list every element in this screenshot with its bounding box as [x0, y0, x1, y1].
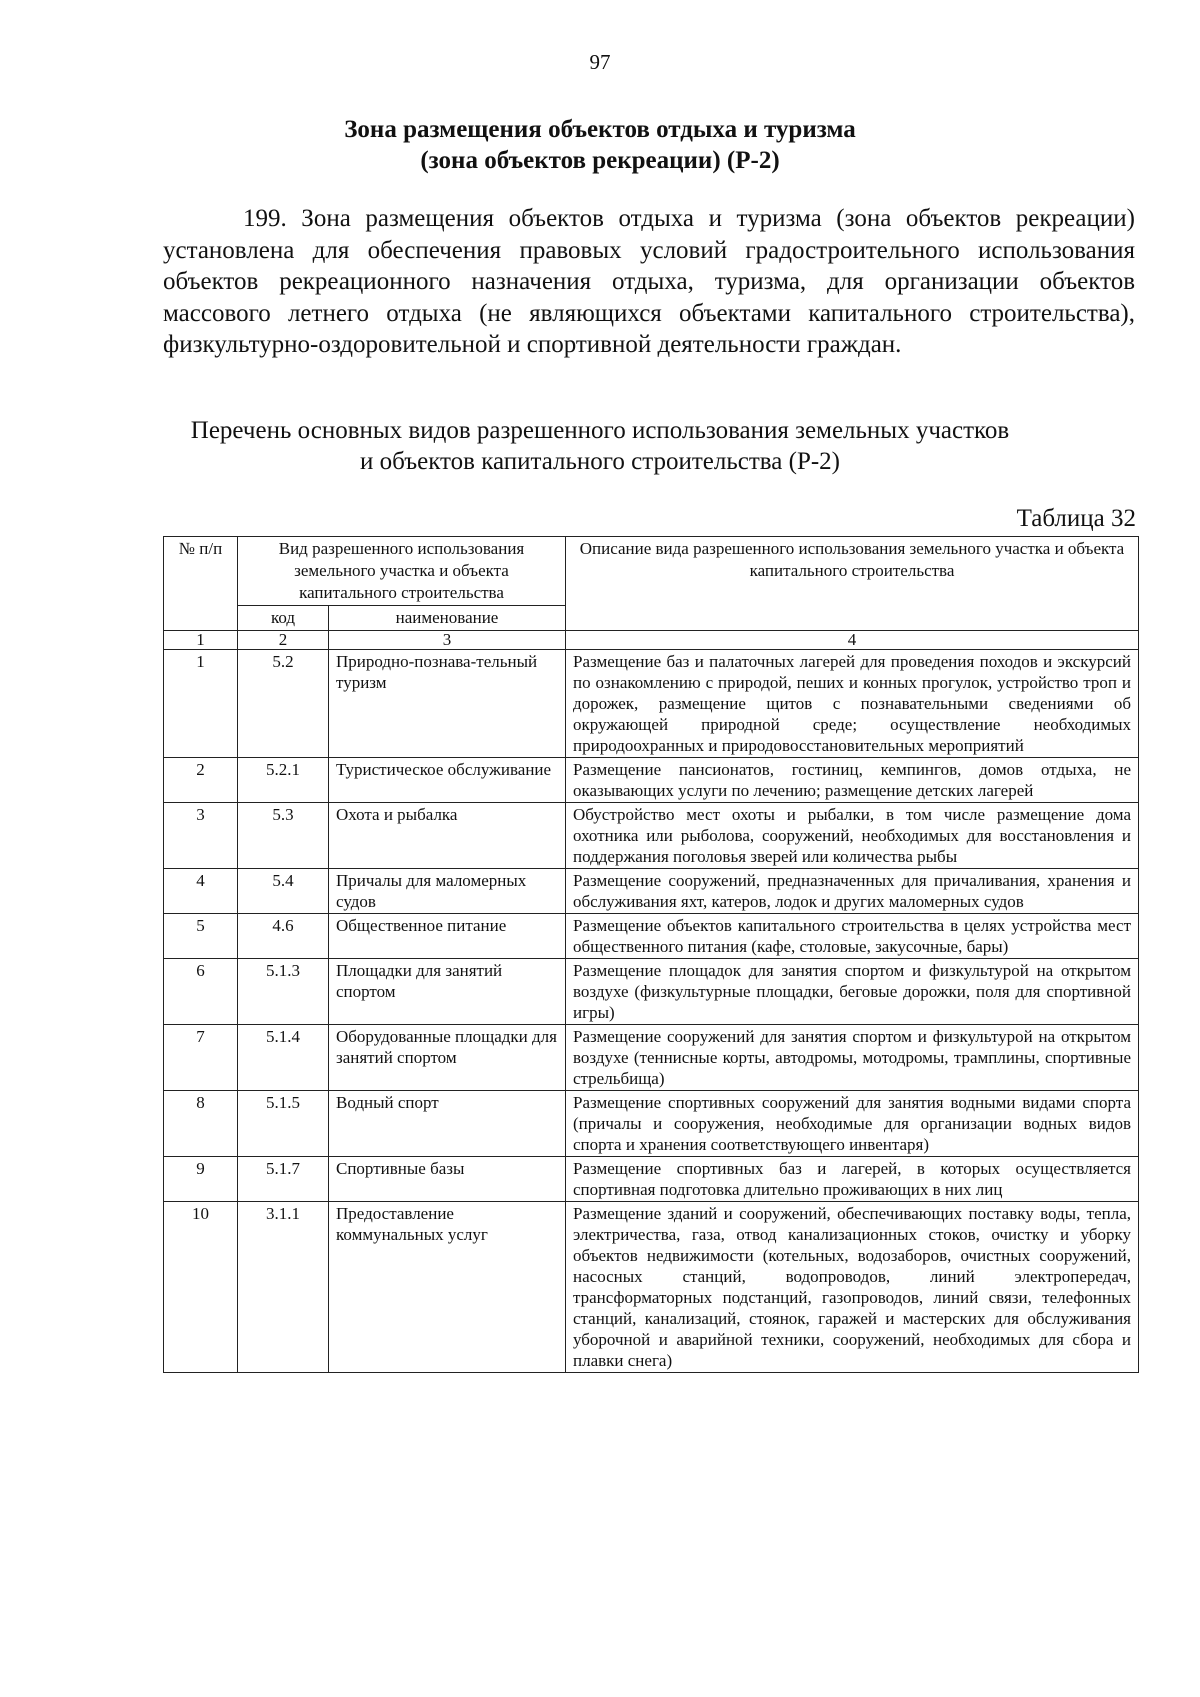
table-row — [164, 1157, 1139, 1202]
row-description-cell: Размещение сооружений, предназначенных для причаливания, хранения и обслуживания яхт, катеров, лодок и других маломерных судов — [566, 869, 1139, 914]
row-name-cell: Причалы для маломерных судов — [329, 869, 566, 914]
row-code-cell: 5.3 — [238, 803, 329, 869]
row-name-cell: Площадки для занятий спортом — [329, 959, 566, 1025]
index-cell: 2 — [238, 631, 329, 650]
row-number-cell: 1 — [164, 650, 238, 758]
row-number-cell: 9 — [164, 1157, 238, 1202]
page-number: 97 — [589, 50, 611, 74]
row-name-cell: Оборудованные площадки для занятий спортом — [329, 1025, 566, 1091]
row-description-cell: Размещение объектов капитального строительства в целях устройства мест общественного питания (кафе, столовые, закусочные, бары) — [566, 914, 1139, 959]
row-code-cell: 3.1.1 — [238, 1202, 329, 1373]
row-number-cell: 5 — [164, 914, 238, 959]
table-row — [164, 758, 1139, 803]
row-name-cell: Туристическое обслуживание — [329, 758, 566, 803]
row-number-cell: 7 — [164, 1025, 238, 1091]
row-description-cell: Размещение пансионатов, гостиниц, кемпингов, домов отдыха, не оказывающих услуги по лечению; размещение детских лагерей — [566, 758, 1139, 803]
row-description-cell: Размещение спортивных баз и лагерей, в которых осуществляется спортивная подготовка длительно проживающих в них лиц — [566, 1157, 1139, 1202]
header-code: код — [238, 606, 329, 631]
table-row — [164, 914, 1139, 959]
row-description-cell: Размещение баз и палаточных лагерей для проведения походов и экскурсий по ознакомлению с природой, пеших и конных прогулок, устройство троп и дорожек, размещение щитов с познавательными сведениями об окружающей природной среде; осуществление необходимых природоохранных и природовосстановительных мероприятий — [566, 650, 1139, 758]
row-name-cell: Спортивные базы — [329, 1157, 566, 1202]
row-code-cell: 5.2.1 — [238, 758, 329, 803]
row-name-cell: Общественное питание — [329, 914, 566, 959]
header-desc: Описание вида разрешенного использования земельного участка и объекта капитального строительства — [566, 537, 1139, 631]
row-name-cell: Водный спорт — [329, 1091, 566, 1157]
zone-title-line-1: Зона размещения объектов отдыха и туризма — [344, 116, 856, 143]
row-description-cell: Размещение зданий и сооружений, обеспечивающих поставку воды, тепла, электричества, газа, отвод канализационных стоков, очистку и уборку объектов недвижимости (котельных, водозаборов, очистных сооружений, насосных станций, водопроводов, линий электропередач, трансформаторных подстанций, газопроводов, линий связи, телефонных станций, канализаций, стоянок, гаражей и мастерских для обслуживания уборочной и аварийной техники, сооружений, необходимых для сбора и плавки снега) — [566, 1202, 1139, 1373]
row-number-cell: 3 — [164, 803, 238, 869]
table-row — [164, 1025, 1139, 1091]
row-number-cell: 6 — [164, 959, 238, 1025]
table-row — [164, 1091, 1139, 1157]
row-number-cell: 10 — [164, 1202, 238, 1373]
row-number-cell: 8 — [164, 1091, 238, 1157]
row-description-cell: Размещение сооружений для занятия спортом и физкультурой на открытом воздухе (теннисные корты, автодромы, мотодромы, трамплины, спортивные стрельбища) — [566, 1025, 1139, 1091]
zone-description-paragraph: 199. Зона размещения объектов отдыха и туризма (зона объектов рекреации) установлена для обеспечения правовых условий градостроительного использования объектов рекреационного назначения отдыха, туризма, для организации объектов массового летнего отдыха (не являющихся объектами капитального строительства), физкультурно-оздоровительной и спортивной деятельности граждан. — [163, 205, 1135, 358]
row-description-cell: Обустройство мест охоты и рыбалки, в том числе размещение дома охотника или рыболова, сооружений, необходимых для восстановления и поддержания поголовья зверей или количества рыбы — [566, 803, 1139, 869]
row-code-cell: 5.4 — [238, 869, 329, 914]
row-description-cell: Размещение спортивных сооружений для занятия водными видами спорта (причалы и сооружения, необходимые для организации водных видов спорта и хранения соответствующего инвентаря) — [566, 1091, 1139, 1157]
row-number-cell: 2 — [164, 758, 238, 803]
zone-title — [0, 114, 1200, 176]
row-code-cell: 5.2 — [238, 650, 329, 758]
table-caption: Таблица 32 — [1016, 505, 1136, 532]
row-name-cell: Охота и рыбалка — [329, 803, 566, 869]
row-code-cell: 4.6 — [238, 914, 329, 959]
table-row — [164, 1202, 1139, 1373]
table-index-row — [164, 631, 1139, 650]
zone-title-line-2: (зона объектов рекреации) (Р-2) — [420, 147, 780, 174]
index-cell: 1 — [164, 631, 238, 650]
row-code-cell: 5.1.5 — [238, 1091, 329, 1157]
table-body — [164, 537, 1139, 1373]
row-code-cell: 5.1.3 — [238, 959, 329, 1025]
row-number-cell: 4 — [164, 869, 238, 914]
header-name: наименование — [329, 606, 566, 631]
permitted-use-table — [163, 536, 1139, 1373]
table-row — [164, 803, 1139, 869]
row-code-cell: 5.1.7 — [238, 1157, 329, 1202]
row-name-cell: Предоставление коммунальных услуг — [329, 1202, 566, 1373]
index-cell: 3 — [329, 631, 566, 650]
row-description-cell: Размещение площадок для занятия спортом и физкультурой на открытом воздухе (физкультурные площадки, беговые дорожки, поля для спортивной игры) — [566, 959, 1139, 1025]
index-cell: 4 — [566, 631, 1139, 650]
header-kind: Вид разрешенного использования земельного участка и объекта капитального строительства — [238, 537, 566, 606]
table-header-row — [164, 537, 1139, 606]
table-row — [164, 959, 1139, 1025]
table-row — [164, 869, 1139, 914]
list-title-line-2: и объектов капитального строительства (Р-2) — [359, 448, 841, 475]
list-title-line-1: Перечень основных видов разрешенного использования земельных участков — [190, 417, 1010, 444]
list-title — [0, 415, 1200, 477]
row-name-cell: Природно-познава-тельный туризм — [329, 650, 566, 758]
row-code-cell: 5.1.4 — [238, 1025, 329, 1091]
header-num: № п/п — [164, 537, 238, 631]
table-row — [164, 650, 1139, 758]
